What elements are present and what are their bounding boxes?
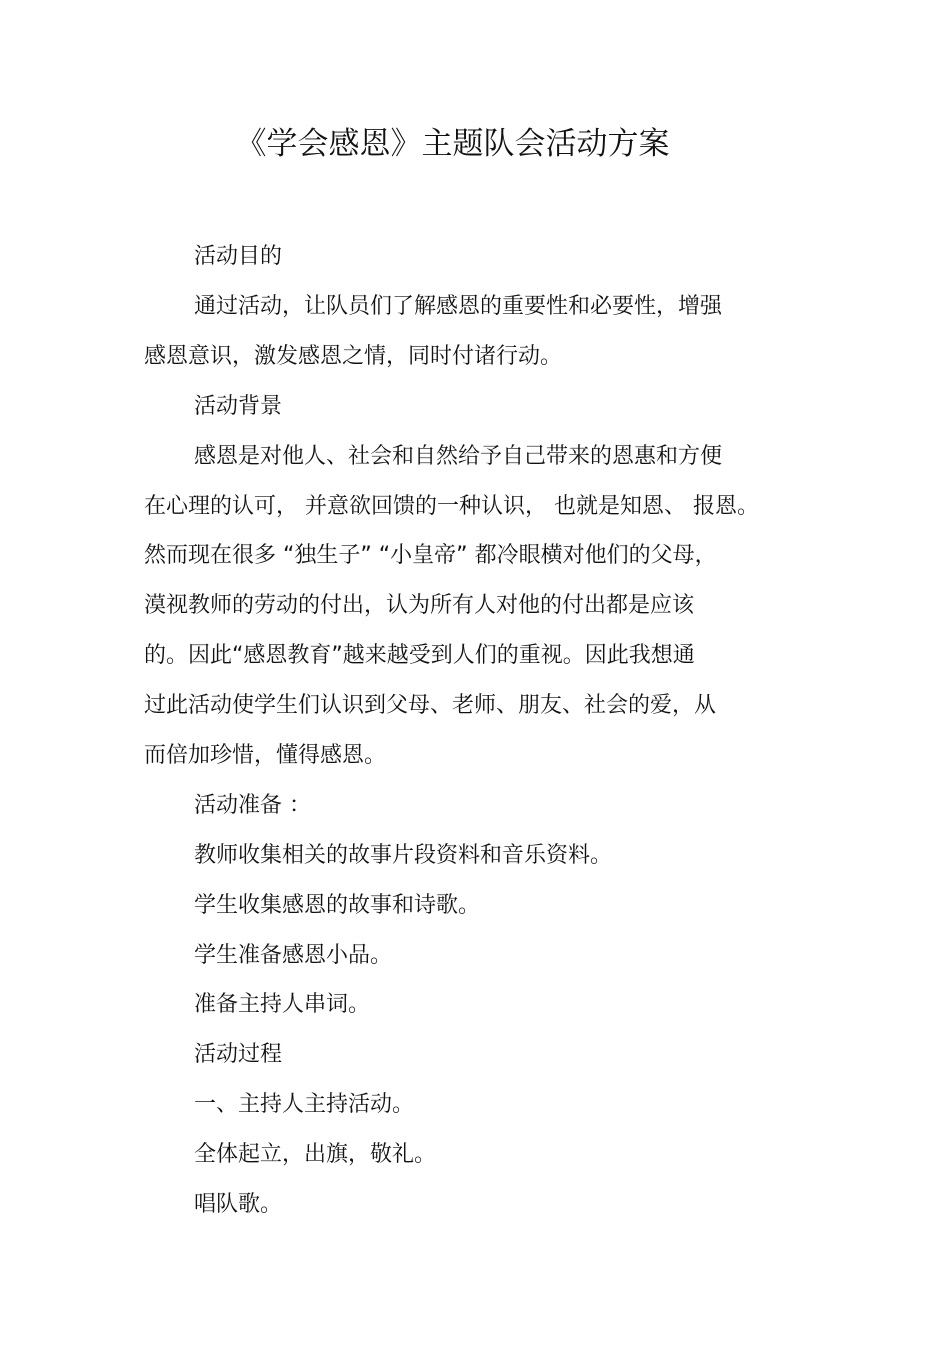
paragraph-line: 感恩意识，激发感恩之情，同时付诸行动。 (144, 344, 563, 369)
list-item: 学生收集感恩的故事和诗歌。 (194, 893, 481, 918)
document-title: 《学会感恩》主题队会活动方案 (235, 126, 670, 162)
section-heading-background: 活动背景 (194, 394, 283, 419)
paragraph-line: 而倍加珍惜，懂得感恩。 (144, 743, 387, 768)
section-heading-preparation: 活动准备 ： (194, 793, 311, 818)
paragraph-line: 在心理的认可， 并意欲回馈的一种认识， 也就是知恩、 报恩。 (144, 494, 759, 519)
paragraph-line: 通过活动，让队员们了解感恩的重要性和必要性，增强 (194, 294, 723, 319)
list-item: 唱队歌。 (194, 1192, 283, 1217)
paragraph-line: 过此活动使学生们认识到父母、老师、朋友、社会的爱，从 (144, 693, 717, 718)
paragraph-line: 漠视教师的劳动的付出，认为所有人对他的付出都是应该 (144, 593, 695, 618)
list-item: 教师收集相关的故事片段资料和音乐资料。 (194, 843, 613, 868)
section-heading-purpose: 活动目的 (194, 244, 283, 269)
list-item: 一、主持人主持活动。 (194, 1092, 415, 1117)
list-item: 学生准备感恩小品。 (194, 943, 393, 968)
paragraph-line: 感恩是对他人、社会和自然给予自己带来的恩惠和方便 (194, 444, 723, 469)
list-item: 准备主持人串词。 (194, 992, 371, 1017)
list-item: 全体起立，出旗，敬礼。 (194, 1142, 437, 1167)
paragraph-line: 的。因此“感恩教育”越来越受到人们的重视。因此我想通 (144, 643, 695, 668)
paragraph-line: 然而现在很多 “独生子” “小皇帝” 都冷眼横对他们的父母， (144, 543, 717, 568)
section-heading-process: 活动过程 (194, 1042, 283, 1067)
